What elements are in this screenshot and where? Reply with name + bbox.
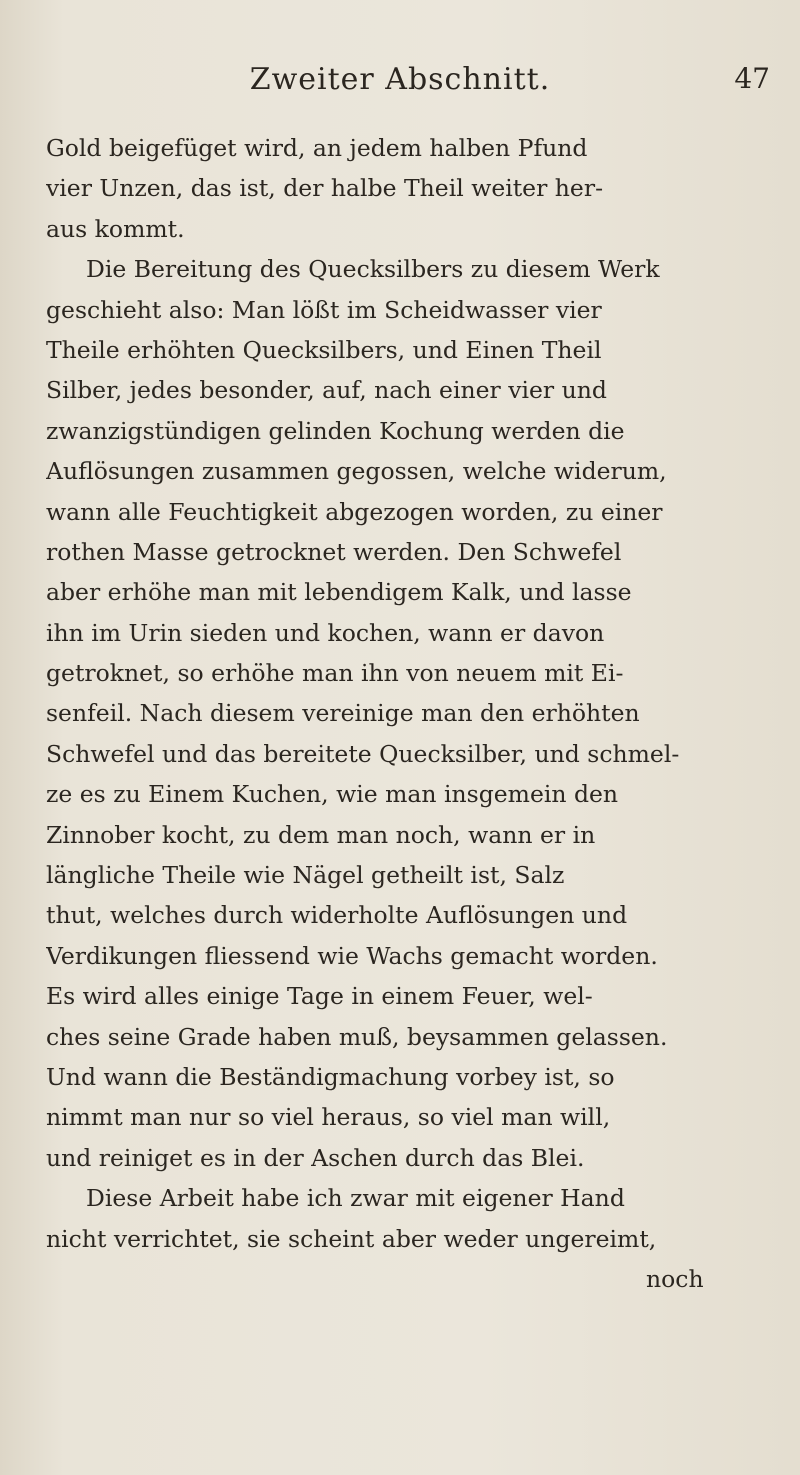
- text-line: rothen Masse getrocknet werden. Den Schwefel: [46, 537, 622, 566]
- text-line: nimmt man nur so viel heraus, so viel man will,: [46, 1103, 611, 1132]
- text-line: zwanzigstündigen gelinden Kochung werden die: [46, 416, 625, 445]
- text-line: wann alle Feuchtigkeit abgezogen worden, zu einer: [46, 497, 663, 526]
- text-line: Auflösungen zusammen gegossen, welche widerum,: [46, 457, 667, 486]
- text-line: längliche Theile wie Nägel getheilt ist, Salz: [46, 861, 565, 890]
- running-head: Zweiter Abschnitt.: [249, 62, 551, 97]
- text-line: nicht verrichtet, sie scheint aber weder ungereimt,: [46, 1224, 657, 1253]
- text-line: Silber, jedes besonder, auf, nach einer vier und: [46, 376, 607, 405]
- text-line: ihn im Urin sieden und kochen, wann er davon: [46, 618, 605, 647]
- catchword: noch: [646, 1264, 704, 1293]
- text-line: getroknet, so erhöhe man ihn von neuem mit Ei-: [46, 659, 624, 688]
- text-line: geschieht also: Man lößt im Scheidwasser vier: [46, 295, 602, 324]
- page-header: [0, 62, 800, 106]
- text-line: Schwefel und das bereitete Quecksilber, und schmel-: [46, 739, 680, 768]
- text-line: Es wird alles einige Tage in einem Feuer, wel-: [46, 982, 593, 1011]
- text-line: und reiniget es in der Aschen durch das Blei.: [46, 1143, 585, 1172]
- body-text: [46, 128, 782, 1299]
- text-line: aber erhöhe man mit lebendigem Kalk, und lasse: [46, 578, 632, 607]
- text-line: aus kommt.: [46, 214, 185, 243]
- text-line: ze es zu Einem Kuchen, wie man insgemein den: [46, 780, 619, 809]
- text-line: senfeil. Nach diesem vereinige man den erhöhten: [46, 699, 640, 728]
- text-line: vier Unzen, das ist, der halbe Theil weiter her-: [46, 174, 604, 203]
- text-line: Die Bereitung des Quecksilbers zu diesem Werk: [86, 255, 660, 284]
- text-line: Theile erhöhten Quecksilbers, und Einen Theil: [46, 335, 602, 364]
- text-line: Verdikungen fliessend wie Wachs gemacht worden.: [46, 941, 658, 970]
- text-line: Zinnober kocht, zu dem man noch, wann er in: [46, 820, 596, 849]
- text-line: Gold beigefüget wird, an jedem halben Pfund: [46, 134, 588, 162]
- text-line: Diese Arbeit habe ich zwar mit eigener Hand: [86, 1184, 625, 1213]
- text-line: Und wann die Beständigmachung vorbey ist, so: [46, 1062, 615, 1091]
- page-number: 47: [734, 62, 770, 95]
- text-line: thut, welches durch widerholte Auflösungen und: [46, 901, 628, 930]
- text-line: ches seine Grade haben muß, beysammen gelassen.: [46, 1022, 668, 1051]
